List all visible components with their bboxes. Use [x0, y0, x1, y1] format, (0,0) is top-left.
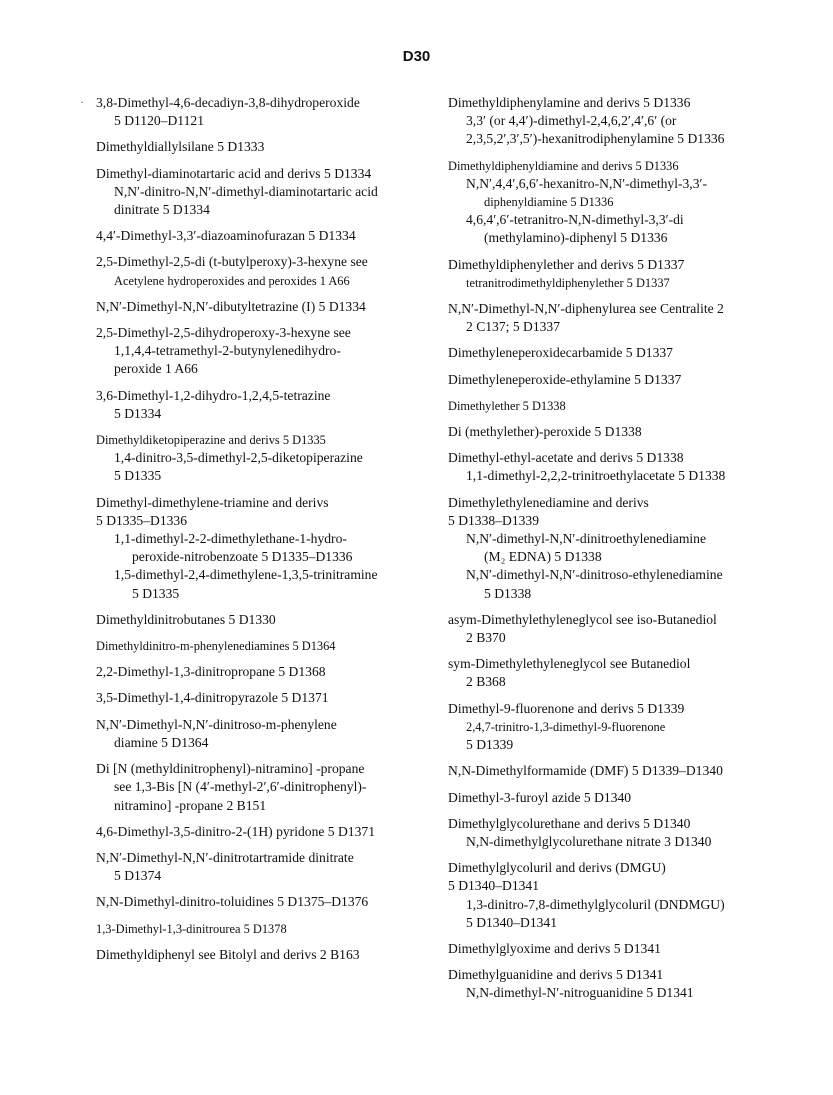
index-entry	[448, 789, 798, 807]
index-entry	[96, 823, 428, 841]
index-entry-heading: Dimethyldiphenylamine and derivs 5 D1336	[448, 95, 691, 110]
index-entry-heading: 2,5-Dimethyl-2,5-di (t-butylperoxy)-3-hexyne see	[96, 254, 368, 270]
index-entry-heading: 3,8-Dimethyl-4,6-decadiyn-3,8-dihydroperoxide	[96, 95, 360, 110]
index-entry	[96, 611, 428, 629]
index-subentry: N,N-dimethylglycolurethane nitrate 3 D1340	[466, 833, 712, 849]
index-subentry: 2,3,5,2′,3′,5′)-hexanitrodiphenylamine 5 D1336	[466, 131, 725, 147]
index-subentry: 2,4,7-trinitro-1,3-dimethyl-9-fluorenone	[466, 719, 666, 734]
index-subentry: diphenyldiamine 5 D1336	[484, 195, 614, 210]
index-subentry: N,N-dimethyl-N′-nitroguanidine 5 D1341	[466, 985, 694, 1001]
index-entry-heading: N,N′-Dimethyl-N,N′-dinitrotartramide dinitrate	[96, 849, 354, 865]
index-subentry: (methylamino)-diphenyl 5 D1336	[484, 230, 668, 246]
index-entry	[448, 449, 798, 485]
index-subentry: 4,6,4′,6′-tetranitro-N,N-dimethyl-3,3′-di	[466, 212, 684, 228]
index-entry	[96, 387, 428, 423]
index-subentry: 5 D1339	[466, 737, 514, 753]
index-entry-heading: Dimethylethylenediamine and derivs	[448, 494, 649, 510]
index-entry-heading: Dimethylglycoluril and derivs (DMGU)	[448, 860, 666, 876]
index-entry-heading: N,N′-Dimethyl-N,N′-dinitroso-m-phenylene	[96, 716, 337, 732]
index-entry	[96, 893, 428, 911]
index-entry-heading: 1,3-Dimethyl-1,3-dinitrourea 5 D1378	[96, 921, 287, 936]
index-subentry: 1,1-dimethyl-2-2-dimethylethane-1-hydro-	[114, 531, 347, 547]
index-entry-heading: Di (methylether)-peroxide 5 D1338	[448, 424, 642, 440]
index-subentry: 5 D1340–D1341	[448, 878, 540, 894]
index-entry-heading: 4,4′-Dimethyl-3,3′-diazoaminofurazan 5 D1334	[96, 228, 356, 244]
index-subentry: 5 D1335–D1336	[96, 512, 188, 528]
index-entry-heading: sym-Dimethylethyleneglycol see Butanediol	[448, 656, 691, 672]
index-entry-heading: N,N′-Dimethyl-N,N′-diphenylurea see Centralite 2	[448, 301, 724, 317]
index-column-right	[448, 94, 798, 1011]
index-entry	[96, 849, 428, 885]
index-subentry: 5 D1334	[114, 405, 162, 421]
index-entry	[448, 859, 798, 932]
index-subentry: 2 C137; 5 D1337	[466, 319, 561, 335]
index-subentry: 1,3-dinitro-7,8-dimethylglycoluril (DNDMGU)	[466, 896, 725, 912]
index-subentry: 5 D1340–D1341	[466, 914, 558, 930]
index-entry	[96, 663, 428, 681]
index-entry-heading: Dimethyldiallylsilane 5 D1333	[96, 139, 265, 155]
index-entry	[448, 423, 798, 441]
index-entry	[96, 946, 428, 964]
index-entry	[448, 256, 798, 292]
index-entry	[96, 227, 428, 245]
index-entry	[96, 637, 428, 655]
index-subentry: tetranitrodimethyldiphenylether 5 D1337	[466, 275, 670, 290]
index-subentry: 5 D1374	[114, 868, 162, 884]
index-entry	[448, 344, 798, 362]
index-entry	[448, 966, 798, 1002]
index-subentry: 1,1,4,4-tetramethyl-2-butynylenedihydro-	[114, 343, 341, 359]
index-entry-heading: Dimethyl-diaminotartaric acid and derivs 5 D1334	[96, 165, 372, 181]
index-subentry: 5 D1335	[132, 585, 180, 601]
index-subentry: diamine 5 D1364	[114, 734, 209, 750]
index-entry	[448, 940, 798, 958]
index-entry-heading: Dimethyl-3-furoyl azide 5 D1340	[448, 789, 632, 805]
index-entry-heading: Dimethyldinitro-m-phenylenediamines 5 D1364	[96, 639, 336, 654]
index-subentry: 1,5-dimethyl-2,4-dimethylene-1,3,5-trinitramine	[114, 567, 378, 583]
index-entry-heading: 3,6-Dimethyl-1,2-dihydro-1,2,4,5-tetrazine	[96, 387, 331, 403]
index-entry-heading: Dimethylguanidine and derivs 5 D1341	[448, 967, 664, 983]
index-subentry: Acetylene hydroperoxides and peroxides 1 A66	[114, 273, 350, 288]
index-entry	[448, 815, 798, 851]
index-entry	[96, 138, 428, 156]
index-entry-heading: Dimethyl-dimethylene-triamine and derivs	[96, 494, 329, 510]
index-entry-heading: Di [N (methyldinitrophenyl)-nitramino] -propane	[96, 761, 365, 777]
index-entry	[96, 760, 428, 815]
index-entry	[96, 165, 428, 220]
index-entry-heading: Dimethyldiphenyl see Bitolyl and derivs 2 B163	[96, 946, 360, 962]
index-entry	[96, 431, 428, 486]
index-subentry: 2 B368	[466, 674, 506, 690]
index-entry-heading: N,N-Dimethylformamide (DMF) 5 D1339–D1340	[448, 763, 723, 779]
index-entry-heading: 4,6-Dimethyl-3,5-dinitro-2-(1H) pyridone 5 D1371	[96, 823, 375, 839]
index-entry-heading: asym-Dimethylethyleneglycol see iso-Butanediol	[448, 611, 717, 627]
index-entry-heading: N,N-Dimethyl-dinitro-toluidines 5 D1375–D1376	[96, 894, 369, 910]
page-header: D30	[402, 48, 431, 65]
index-entry	[448, 157, 798, 248]
index-entry-heading: Dimethyl-ethyl-acetate and derivs 5 D1338	[448, 450, 684, 466]
index-subentry: 5 D1338–D1339	[448, 512, 540, 528]
index-entry	[96, 298, 428, 316]
index-entry	[448, 494, 798, 603]
index-entry-heading: Dimethyldiphenylether and derivs 5 D1337	[448, 256, 685, 272]
index-entry	[448, 371, 798, 389]
stray-mark: ·	[80, 95, 84, 109]
index-entry	[448, 655, 798, 691]
index-subentry: peroxide-nitrobenzoate 5 D1335–D1336	[132, 549, 353, 565]
index-entry-heading: Dimethyleneperoxide-ethylamine 5 D1337	[448, 371, 682, 387]
index-entry-heading: Dimethyleneperoxidecarbamide 5 D1337	[448, 345, 673, 361]
index-subentry: 2 B370	[466, 630, 506, 646]
index-subentry: (M₂ EDNA) 5 D1338	[484, 549, 602, 565]
index-column-left	[96, 94, 428, 972]
index-entry	[96, 94, 428, 130]
index-entry	[448, 94, 798, 149]
index-entry-heading: Dimethylether 5 D1338	[448, 398, 566, 413]
index-entry	[448, 300, 798, 336]
index-entry-heading: 2,5-Dimethyl-2,5-dihydroperoxy-3-hexyne see	[96, 325, 351, 341]
index-entry-heading: Dimethyl-9-fluorenone and derivs 5 D1339	[448, 700, 685, 716]
index-subentry: dinitrate 5 D1334	[114, 202, 210, 218]
index-entry	[96, 494, 428, 603]
index-subentry: 1,1-dimethyl-2,2,2-trinitroethylacetate 5 D1338	[466, 468, 726, 484]
index-entry-heading: 2,2-Dimethyl-1,3-dinitropropane 5 D1368	[96, 664, 326, 680]
index-subentry: N,N′-dimethyl-N,N′-dinitroso-ethylenediamine	[466, 567, 723, 583]
index-subentry: 5 D1120–D1121	[114, 113, 204, 129]
index-subentry: peroxide 1 A66	[114, 361, 198, 377]
index-entry	[448, 762, 798, 780]
index-subentry: N,N′-dimethyl-N,N′-dinitroethylenediamine	[466, 531, 707, 547]
index-entry-heading: Dimethyldinitrobutanes 5 D1330	[96, 611, 276, 627]
index-subentry: 1,4-dinitro-3,5-dimethyl-2,5-diketopiperazine	[114, 450, 363, 466]
index-entry-heading: Dimethyldiketopiperazine and derivs 5 D1335	[96, 433, 326, 448]
index-entry	[448, 397, 798, 415]
index-entry-heading: Dimethylglyoxime and derivs 5 D1341	[448, 940, 661, 956]
index-subentry: see 1,3-Bis [N (4′-methyl-2′,6′-dinitrophenyl)-	[114, 779, 367, 795]
index-subentry: 3,3′ (or 4,4′)-dimethyl-2,4,6,2′,4′,6′ (or	[466, 113, 677, 129]
index-subentry: N,N′-dinitro-N,N′-dimethyl-diaminotartaric acid	[114, 183, 378, 199]
index-entry	[96, 920, 428, 938]
index-entry-heading: Dimethyldiphenyldiamine and derivs 5 D1336	[448, 158, 679, 173]
index-entry	[96, 253, 428, 289]
index-entry	[448, 611, 798, 647]
index-entry-heading: N,N′-Dimethyl-N,N′-dibutyltetrazine (I) 5 D1334	[96, 298, 366, 314]
index-subentry: nitramino] -propane 2 B151	[114, 797, 267, 813]
index-entry-heading: Dimethylglycolurethane and derivs 5 D1340	[448, 815, 691, 831]
index-subentry: 5 D1338	[484, 585, 532, 601]
index-entry	[448, 700, 798, 755]
index-subentry: 5 D1335	[114, 468, 162, 484]
index-entry	[96, 689, 428, 707]
index-subentry: N,N′,4,4′,6,6′-hexanitro-N,N′-dimethyl-3,3′-	[466, 175, 708, 191]
index-entry	[96, 716, 428, 752]
index-entry-heading: 3,5-Dimethyl-1,4-dinitropyrazole 5 D1371	[96, 690, 329, 706]
index-entry	[96, 324, 428, 379]
